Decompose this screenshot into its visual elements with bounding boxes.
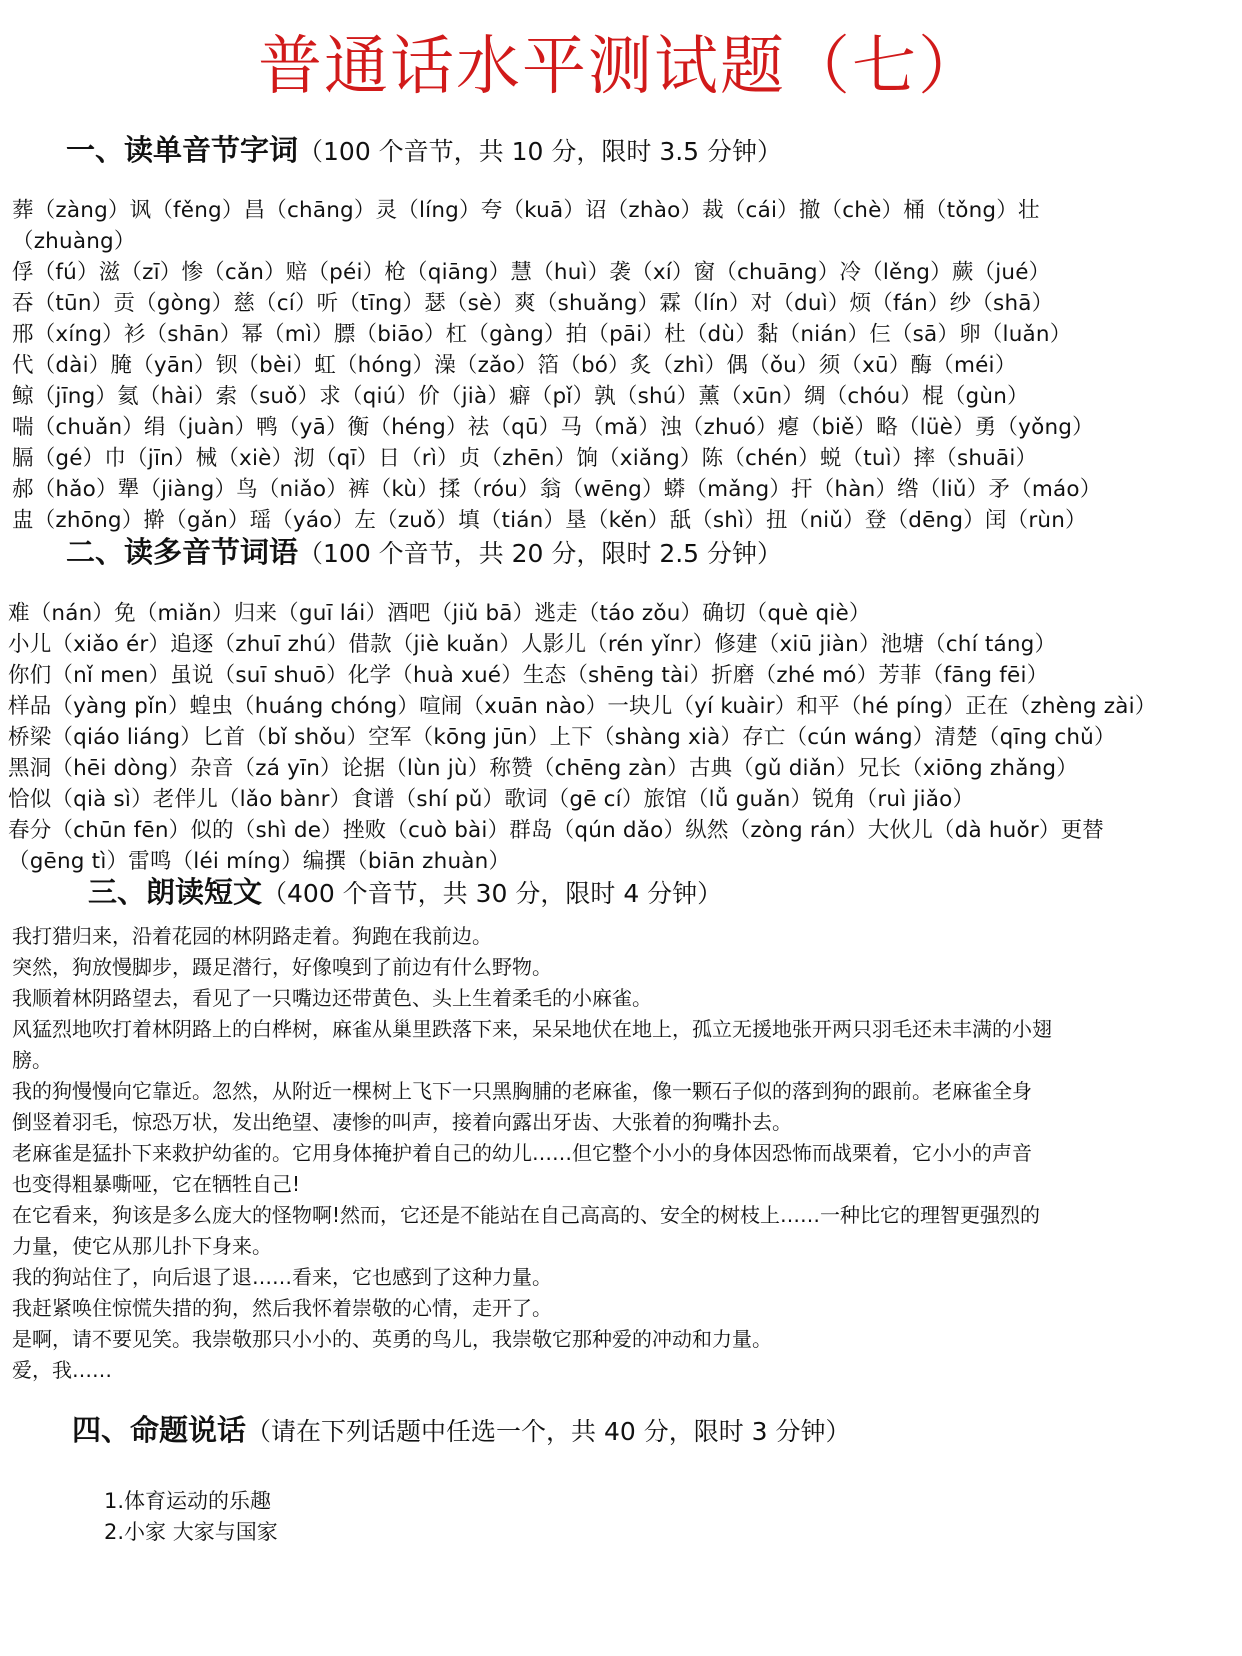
word-line: 春分（chūn fēn）似的（shì de）挫败（cuò bài）群岛（qún dǎo）纵然（zòng rán）大伙儿（dà huǒr）更替	[8, 818, 1105, 843]
passage-line: 在它看来，狗该是多么庞大的怪物啊!然而，它还是不能站在自己高高的、安全的树枝上……一种比它的理智更强烈的	[12, 1203, 1041, 1227]
passage-line: 我的狗站住了，向后退了退……看来，它也感到了这种力量。	[12, 1265, 552, 1289]
word-line: 膈（gé）巾（jīn）械（xiè）沏（qī）日（rì）贞（zhēn）饷（xiǎng）陈（chén）蜕（tuì）摔（shuāi）	[12, 446, 1038, 471]
word-line: （zhuàng）	[12, 229, 136, 254]
word-line: 黑洞（hēi dòng）杂音（zá yīn）论据（lùn jù）称赞（chēng zàn）古典（gǔ diǎn）兄长（xiōng zhǎng）	[8, 756, 1078, 781]
word-line: 郝（hǎo）犟（jiàng）鸟（niǎo）裤（kù）揉（róu）翁（wēng）蟒（mǎng）扞（hàn）绺（liǔ）矛（máo）	[12, 477, 1102, 502]
passage-line: 爱，我……	[12, 1358, 112, 1382]
word-line: 葬（zàng）讽（fěng）昌（chāng）灵（líng）夸（kuā）诏（zhào）裁（cái）撤（chè）桶（tǒng）壮	[12, 198, 1040, 223]
passage-line: 也变得粗暴嘶哑，它在牺牲自己!	[12, 1172, 301, 1196]
section-2-header	[66, 532, 782, 574]
topic-item: 1.体育运动的乐趣	[104, 1489, 272, 1513]
word-line: （gēng tì）雷鸣（léi míng）编撰（biān zhuàn）	[8, 849, 511, 874]
section-3-note: （400 个音节，共 30 分，限时 4 分钟）	[262, 879, 723, 908]
word-line: 你们（nǐ men）虽说（suī shuō）化学（huà xué）生态（shēng tài）折磨（zhé mó）芳菲（fāng fēi）	[8, 663, 1049, 688]
word-line: 难（nán）免（miǎn）归来（guī lái）酒吧（jiǔ bā）逃走（táo zǒu）确切（què qiè）	[8, 601, 871, 626]
word-line: 鲸（jīng）氦（hài）索（suǒ）求（qiú）价（jià）癖（pǐ）孰（shú）薰（xūn）绸（chóu）棍（gùn）	[12, 384, 1029, 409]
word-line: 代（dài）腌（yān）钡（bèi）虹（hóng）澡（zǎo）箔（bó）炙（zhì）偶（ǒu）须（xū）酶（méi）	[12, 353, 1017, 378]
passage-line: 老麻雀是猛扑下来救护幼雀的。它用身体掩护着自己的幼儿……但它整个小小的身体因恐怖而战栗着，它小小的声音	[12, 1141, 1032, 1165]
section-1-header	[66, 130, 782, 172]
passage-line: 我赶紧唤住惊慌失措的狗，然后我怀着崇敬的心情，走开了。	[12, 1296, 552, 1320]
passage-line: 倒竖着羽毛，惊恐万状，发出绝望、凄惨的叫声，接着向露出牙齿、大张着的狗嘴扑去。	[12, 1110, 792, 1134]
section-4-header	[72, 1410, 851, 1452]
word-line: 样品（yàng pǐn）蝗虫（huáng chóng）喧闹（xuān nào）一块儿（yí kuàir）和平（hé píng）正在（zhèng zài）	[8, 694, 1157, 719]
section-4-heading: 四、命题说话	[72, 1413, 247, 1447]
section-1-heading: 一、读单音节字词	[66, 133, 299, 167]
section-3-header	[88, 872, 722, 914]
section-4-note: （请在下列话题中任选一个，共 40 分，限时 3 分钟）	[246, 1417, 851, 1446]
passage-line: 是啊，请不要见笑。我崇敬那只小小的、英勇的鸟儿，我崇敬它那种爱的冲动和力量。	[12, 1327, 772, 1351]
section-2-heading: 二、读多音节词语	[66, 535, 299, 569]
word-line: 桥梁（qiáo liáng）匕首（bǐ shǒu）空军（kōng jūn）上下（shàng xià）存亡（cún wáng）清楚（qīng chǔ）	[8, 725, 1116, 750]
section-2-note: （100 个音节，共 20 分，限时 2.5 分钟）	[298, 539, 783, 568]
word-line: 吞（tūn）贡（gòng）慈（cí）听（tīng）瑟（sè）爽（shuǎng）霖（lín）对（duì）烦（fán）纱（shā）	[12, 291, 1054, 316]
word-line: 喘（chuǎn）绢（juàn）鸭（yā）衡（héng）祛（qū）马（mǎ）浊（zhuó）瘪（biě）略（lüè）勇（yǒng）	[12, 415, 1094, 440]
passage-line: 我的狗慢慢向它靠近。忽然，从附近一棵树上飞下一只黑胸脯的老麻雀，像一颗石子似的落到狗的跟前。老麻雀全身	[12, 1079, 1032, 1103]
section-1-note: （100 个音节，共 10 分，限时 3.5 分钟）	[298, 137, 783, 166]
word-line: 小儿（xiǎo ér）追逐（zhuī zhú）借款（jiè kuǎn）人影儿（rén yǐnr）修建（xiū jiàn）池塘（chí táng）	[8, 632, 1057, 657]
passage-line: 风猛烈地吹打着林阴路上的白桦树，麻雀从巢里跌落下来，呆呆地伏在地上，孤立无援地张开两只羽毛还未丰满的小翅	[12, 1017, 1052, 1041]
passage-line: 我打猎归来，沿着花园的林阴路走着。狗跑在我前边。	[12, 924, 492, 948]
word-line: 邢（xíng）衫（shān）幂（mì）膘（biāo）杠（gàng）拍（pāi）杜（dù）黏（nián）仨（sā）卵（luǎn）	[12, 322, 1072, 347]
page-title: 普通话水平测试题（七）	[258, 30, 984, 104]
passage-line: 力量，使它从那儿扑下身来。	[12, 1234, 272, 1258]
section-3-heading: 三、朗读短文	[88, 875, 263, 909]
passage-line: 突然，狗放慢脚步，蹑足潜行，好像嗅到了前边有什么野物。	[12, 955, 552, 979]
word-line: 恰似（qià sì）老伴儿（lǎo bànr）食谱（shí pǔ）歌词（gē cí）旅馆（lǚ guǎn）锐角（ruì jiǎo）	[8, 787, 975, 812]
word-line: 盅（zhōng）擀（gǎn）瑶（yáo）左（zuǒ）填（tián）垦（kěn）舐（shì）扭（niǔ）登（dēng）闰（rùn）	[12, 508, 1087, 533]
word-line: 俘（fú）滋（zī）惨（cǎn）赔（péi）枪（qiāng）慧（huì）袭（xí）窗（chuāng）冷（lěng）蕨（jué）	[12, 260, 1051, 285]
topic-item: 2.小家 大家与国家	[104, 1520, 278, 1544]
passage-line: 我顺着林阴路望去，看见了一只嘴边还带黄色、头上生着柔毛的小麻雀。	[12, 986, 652, 1010]
passage-line: 膀。	[12, 1048, 52, 1072]
